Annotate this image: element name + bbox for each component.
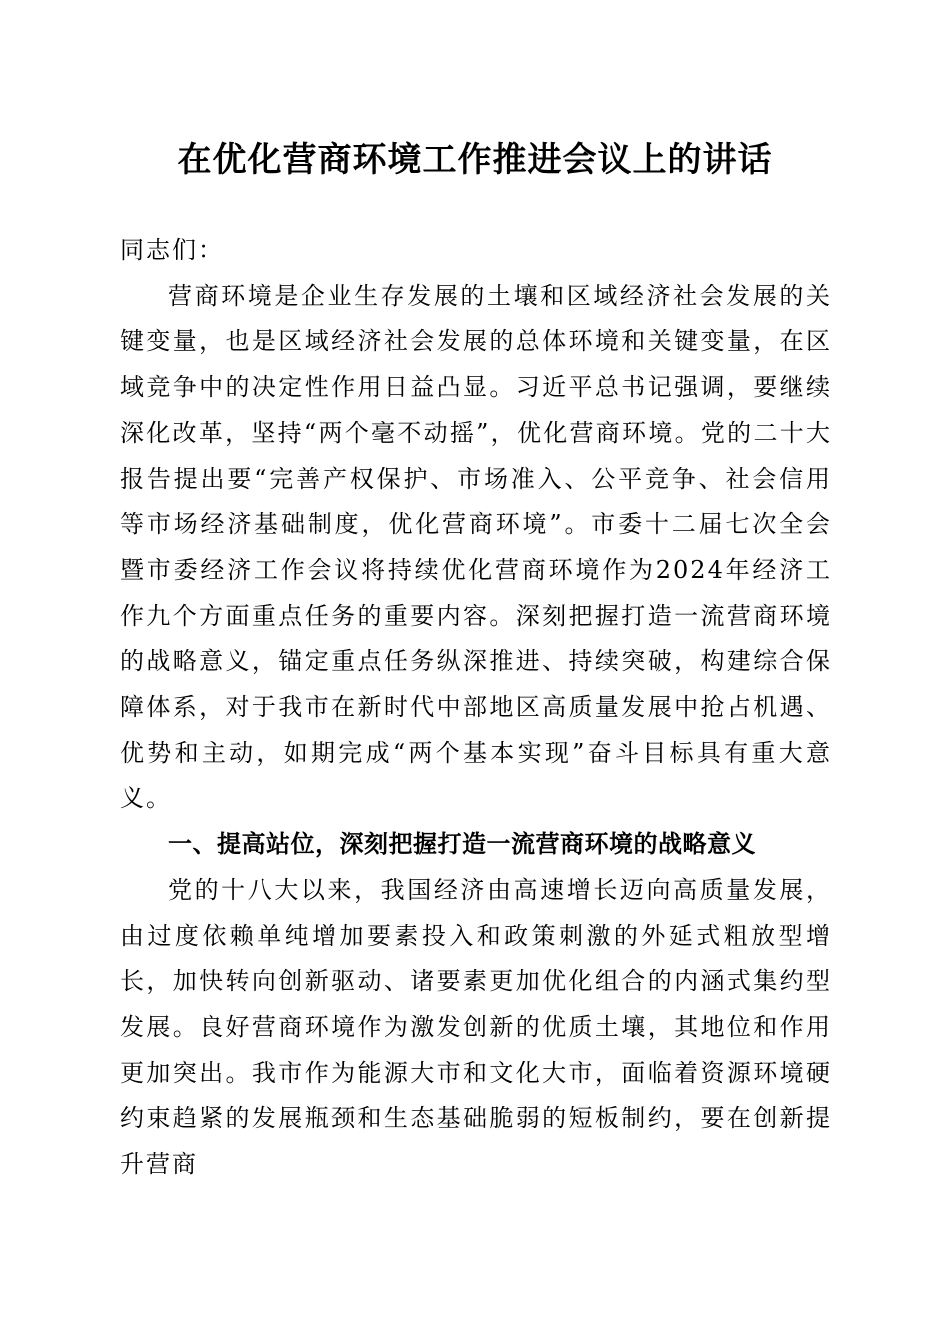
salutation: 同志们： — [120, 236, 224, 264]
document-title: 在优化营商环境工作推进会议上的讲话 — [177, 140, 773, 180]
intro-paragraph: 营商环境是企业生存发展的土壤和区域经济社会发展的关键变量，也是区域经济社会发展的总体环境和关键变量，在区域竞争中的决定性作用日益凸显。习近平总书记强调，要继续深化改革，坚持“两个毫不动摇”，优化营商环境。党的二十大报告提出要“完善产权保护、市场准入、公平竞争、社会信用等市场经济基础制度，优化营商环境”。市委十二届七次全会暨市委经济工作会议将持续优化营商环境作为2024年经济工作九个方面重点任务的重要内容。深刻把握打造一流营商环境的战略意义，锚定重点任务纵深推进、持续突破，构建综合保障体系，对于我市在新时代中部地区高质量发展中抢占机遇、优势和主动，如期完成“两个基本实现”奋斗目标具有重大意义。 — [120, 281, 832, 813]
section-heading: 一、提高站位，深刻把握打造一流营商环境的战略意义 — [168, 830, 756, 859]
document-body — [120, 228, 832, 1188]
section-paragraph: 党的十八大以来，我国经济由高速增长迈向高质量发展，由过度依赖单纯增加要素投入和政策刺激的外延式粗放型增长，加快转向创新驱动、诸要素更加优化组合的内涵式集约型发展。良好营商环境作为激发创新的优质土壤，其地位和作用更加突出。我市作为能源大市和文化大市，面临着资源环境硬约束趋紧的发展瓶颈和生态基础脆弱的短板制约，要在创新提升营商 — [120, 875, 832, 1179]
